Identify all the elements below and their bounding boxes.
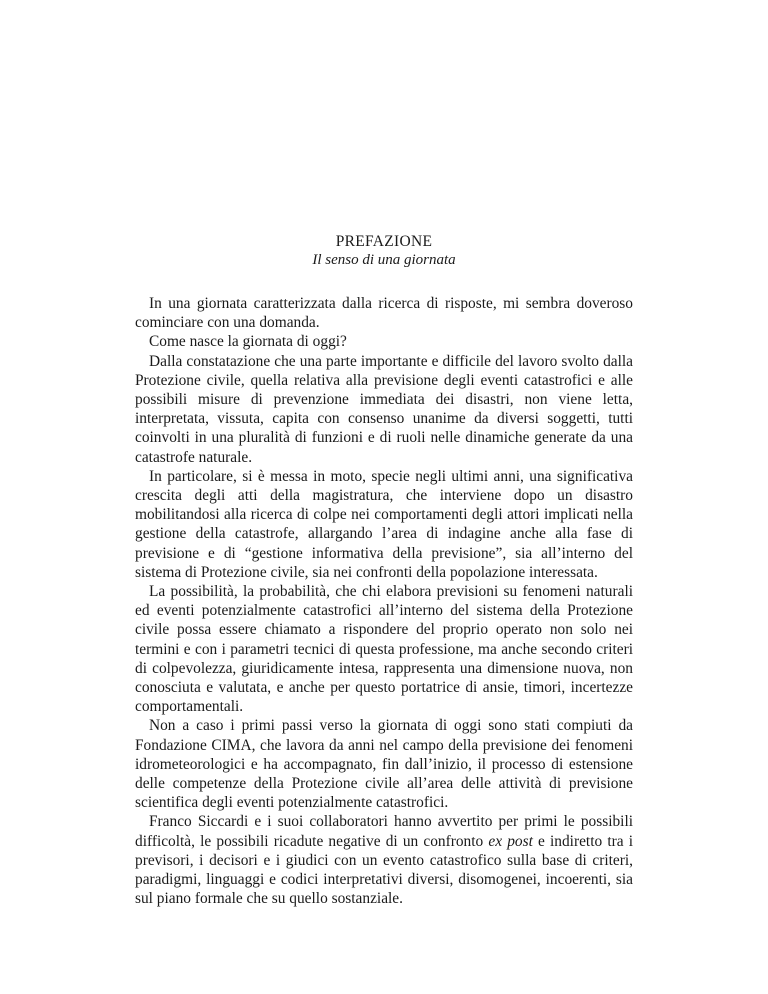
paragraph-text: Franco Siccardi e i suoi collaboratori hanno avvertito per primi le possibili difficoltà, le possibili ricadute negative di un confronto [135,813,633,850]
page-title: PREFAZIONE [335,233,433,250]
paragraph: Dalla constatazione che una parte importante e difficile del lavoro svolto dalla Protezione civile, quella relativa alla previsione degli eventi catastrofici e alle possibili misure di prevenzione immediata dei disastri, non viene letta, interpretata, vissuta, capita con consenso unanime da diversi soggetti, tutti coinvolti in una pluralità di funzioni e di ruoli nelle dinamiche generate da una catastrofe naturale. [135,352,633,466]
body-text [135,294,633,909]
paragraph: La possibilità, la probabilità, che chi elabora previsioni su fenomeni naturali ed eventi potenzialmente catastrofici all’interno del sistema della Protezione civile possa essere chiamato a rispondere del proprio operato non solo nei termini e con i parametri tecnici di questa professione, ma anche secondo criteri di colpevolezza, giuridicamente intesa, rappresenta una dimensione nuova, non conosciuta e valutata, e anche per questo portatrice di ansie, timori, incertezze comportamentali. [135,583,633,716]
paragraph: Come nasce la giornata di oggi? [149,333,347,351]
paragraph-text: e indiretto tra i previsori, i decisori e i giudici con un evento catastrofico sulla base di criteri, paradigmi, linguaggi e codici interpretativi diversi, disomogenei, incoerenti, sia sul piano formale che su quello sostanziale. [135,832,633,908]
italic-term: ex post [488,832,533,850]
paragraph: Non a caso i primi passi verso la giornata di oggi sono stati compiuti da Fondazione CIMA, che lavora da anni nel campo della previsione dei fenomeni idrometeorologici e ha accompagnato, fin dall’inizio, il processo di estensione delle competenze della Protezione civile all’area delle attività di previsione scientifica degli eventi potenzialmente catastrofici. [135,717,633,812]
paragraph: In una giornata caratterizzata dalla ricerca di risposte, mi sembra doveroso cominciare con una domanda. [135,295,633,332]
paragraph [135,812,633,908]
page-subtitle: Il senso di una giornata [312,252,456,268]
paragraph: In particolare, si è messa in moto, specie negli ultimi anni, una significativa crescita degli atti della magistratura, che interviene dopo un disastro mobilitandosi alla ricerca di colpe nei comportamenti degli attori implicati nella gestione della catastrofe, allargando l’area di indagine anche alla fase di previsione e di “gestione informativa della previsione”, sia all’interno del sistema di Protezione civile, sia nei confronti della popolazione interessata. [135,467,633,581]
